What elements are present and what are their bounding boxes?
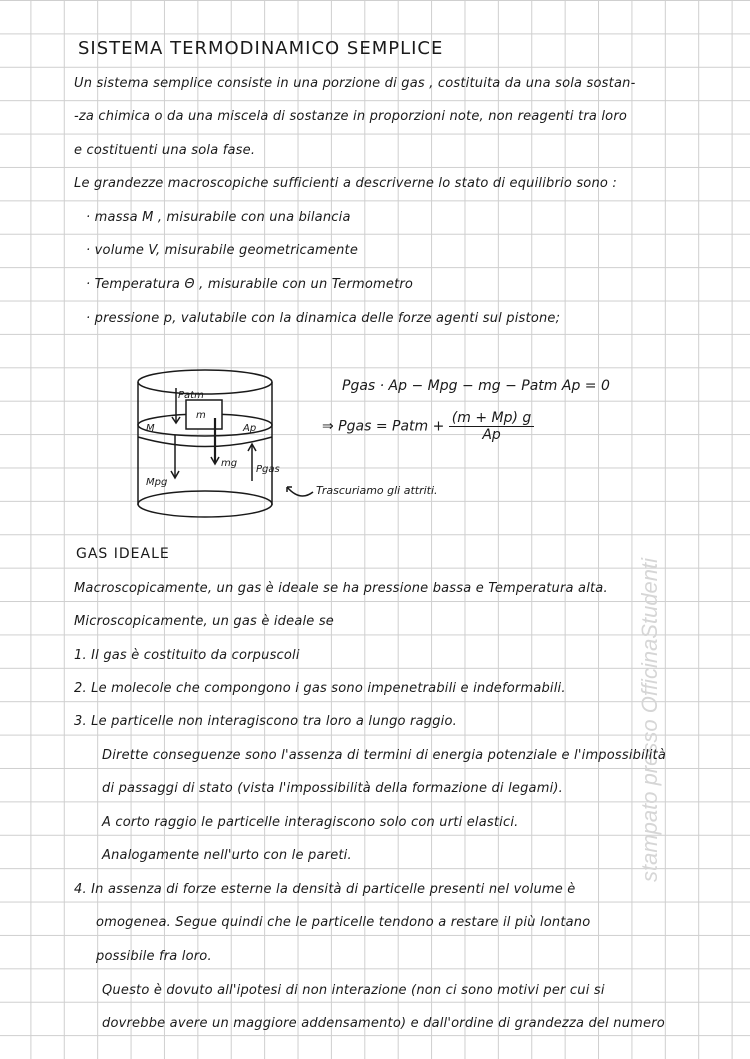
text-line: Microscopicamente, un gas è ideale se [74, 614, 334, 629]
fraction-denominator: Ap [482, 427, 501, 443]
fraction [449, 410, 535, 443]
watermark: stampato presso OfficinaStudenti [637, 557, 662, 883]
friction-note: Trascuriamo gli attriti. [316, 484, 438, 497]
list-item: 3. Le particelle non interagiscono tra loro a lungo raggio. [74, 714, 457, 729]
label-mg: mg [221, 458, 238, 469]
list-item: di passaggi di stato (vista l'impossibilità della formazione di legami). [102, 781, 563, 796]
list-item: Analogamente nell'urto con le pareti. [102, 848, 352, 863]
text-line: Macroscopicamente, un gas è ideale se ha pressione bassa e Temperatura alta. [74, 581, 608, 596]
label-M: M [146, 423, 155, 434]
equation-prefix: ⇒ Pgas = Patm + [322, 418, 445, 435]
list-item: Dirette conseguenze sono l'assenza di termini di energia potenziale e l'impossibilità [102, 748, 667, 763]
label-m: m [196, 410, 206, 421]
fraction-numerator: (m + Mp) g [449, 410, 535, 427]
list-item: 4. In assenza di forze esterne la densità di particelle presenti nel volume è [74, 882, 576, 897]
intro-line: Un sistema semplice consiste in una porzione di gas , costituita da una sola sostan- [74, 76, 636, 91]
bullet-item: · volume V, misurabile geometricamente [86, 243, 359, 258]
bullet-item: · massa M , misurabile con una bilancia [86, 210, 351, 225]
label-ap: Ap [243, 423, 257, 434]
page-title: SISTEMA TERMODINAMICO SEMPLICE [78, 38, 444, 59]
intro-line: e costituenti una sola fase. [74, 143, 256, 158]
list-item: dovrebbe avere un maggiore addensamento) e dall'ordine di grandezza del numero [102, 1016, 665, 1031]
list-item: Questo è dovuto all'ipotesi di non interazione (non ci sono motivi per cui si [102, 983, 605, 998]
label-pgas: Pgas [256, 464, 280, 475]
cylinder-top [138, 370, 272, 394]
bullet-item: · Temperatura Θ , misurabile con un Termometro [86, 277, 414, 292]
equation-force-balance: Pgas · Ap − Mpg − mg − Patm Ap = 0 [342, 378, 610, 394]
intro-line: Le grandezze macroscopiche sufficienti a descriverne lo stato di equilibrio sono : [74, 176, 617, 191]
cylinder-bottom [138, 491, 272, 517]
section-title: GAS IDEALE [76, 546, 170, 562]
list-item: omogenea. Segue quindi che le particelle tendono a restare il più lontano [96, 915, 591, 930]
list-item: possibile fra loro. [96, 949, 212, 964]
label-patm: Patm [178, 390, 204, 401]
label-mpg: Mpg [146, 477, 168, 488]
bullet-item: · pressione p, valutabile con la dinamica delle forze agenti sul pistone; [86, 311, 561, 326]
list-item: 2. Le molecole che compongono i gas sono impenetrabili e indeformabili. [74, 681, 566, 696]
list-item: 1. Il gas è costituito da corpuscoli [74, 648, 300, 663]
list-item: A corto raggio le particelle interagiscono solo con urti elastici. [102, 815, 519, 830]
intro-line: -za chimica o da una miscela di sostanze in proporzioni note, non reagenti tra loro [74, 109, 628, 124]
equation-pgas [322, 410, 534, 443]
